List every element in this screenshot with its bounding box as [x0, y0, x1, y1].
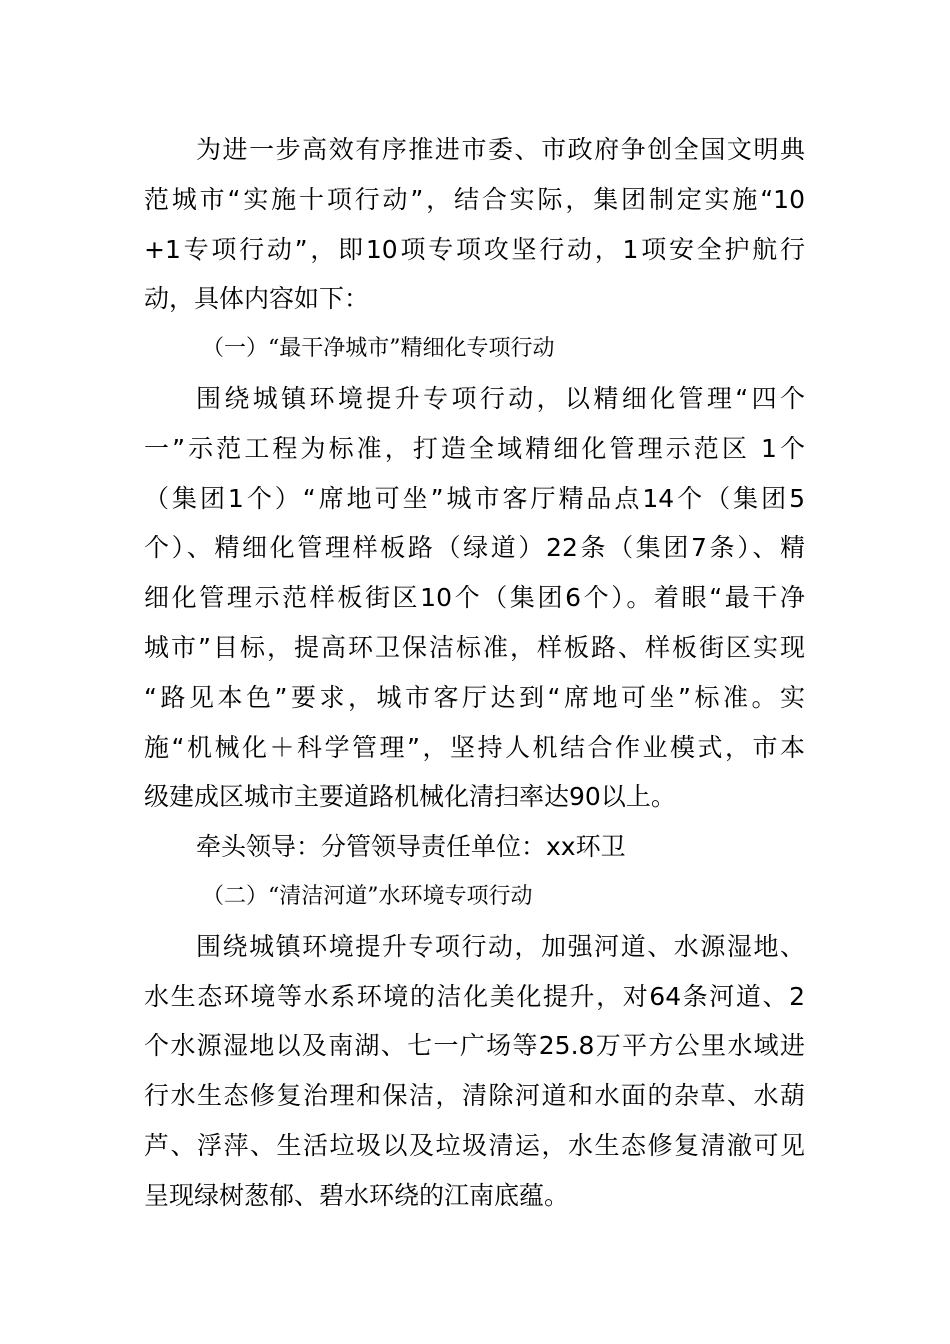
- text-line: 动，具体内容如下：: [144, 284, 370, 314]
- section-heading-1: （一）“最干净城市”精细化专项行动: [202, 336, 555, 362]
- paragraph-section-2: [144, 922, 805, 1221]
- text-line: 芦、浮萍、生活垃圾以及垃圾清运，水生态修复清澈可见: [144, 1130, 805, 1160]
- text-line: 水生态环境等水系环境的洁化美化提升，对64条河道、2: [144, 981, 805, 1011]
- section-heading-2: （二）“清洁河道”水环境专项行动: [202, 883, 533, 909]
- text-line: 个水源湿地以及南湖、七一广场等25.8万平方公里水域进: [144, 1031, 805, 1061]
- text-line: 级建成区城市主要道路机械化清扫率达90以上。: [144, 782, 676, 812]
- text-line: 行水生态修复治理和保洁，清除河道和水面的杂草、水葫: [144, 1081, 805, 1111]
- text-line: 施“机械化＋科学管理”，坚持人机结合作业模式，市本: [144, 732, 805, 762]
- paragraph-intro: [144, 125, 805, 324]
- text-line: 围绕城镇环境提升专项行动，加强河道、水源湿地、: [196, 931, 805, 961]
- text-line: 个）、精细化管理样板路（绿道）22条（集团7条）、精: [144, 533, 805, 563]
- paragraph-section-1: [144, 374, 805, 822]
- text-line: 为进一步高效有序推进市委、市政府争创全国文明典: [196, 135, 805, 164]
- document-body: [144, 125, 805, 1221]
- text-line: （集团1个）“席地可坐”城市客厅精品点14个（集团5: [144, 483, 805, 513]
- text-line: 一”示范工程为标准，打造全域精细化管理示范区 1个: [144, 433, 805, 463]
- text-line: 呈现绿树葱郁、碧水环绕的江南底蕴。: [144, 1180, 570, 1210]
- text-line: 城市”目标，提高环卫保洁标准，样板路、样板街区实现: [144, 632, 805, 662]
- text-line: 围绕城镇环境提升专项行动，以精细化管理“四个: [196, 383, 805, 413]
- responsible-unit-line: 牵头领导：分管领导责任单位：xx环卫: [196, 832, 626, 862]
- text-line: 范城市“实施十项行动”，结合实际，集团制定实施“10: [144, 184, 805, 214]
- text-line: 细化管理示范样板街区10个（集团6个）。着眼“最干净: [144, 583, 805, 613]
- text-line: +1专项行动”，即10项专项攻坚行动，1项安全护航行: [144, 234, 805, 264]
- text-line: “路见本色”要求，城市客厅达到“席地可坐”标准。实: [144, 682, 805, 712]
